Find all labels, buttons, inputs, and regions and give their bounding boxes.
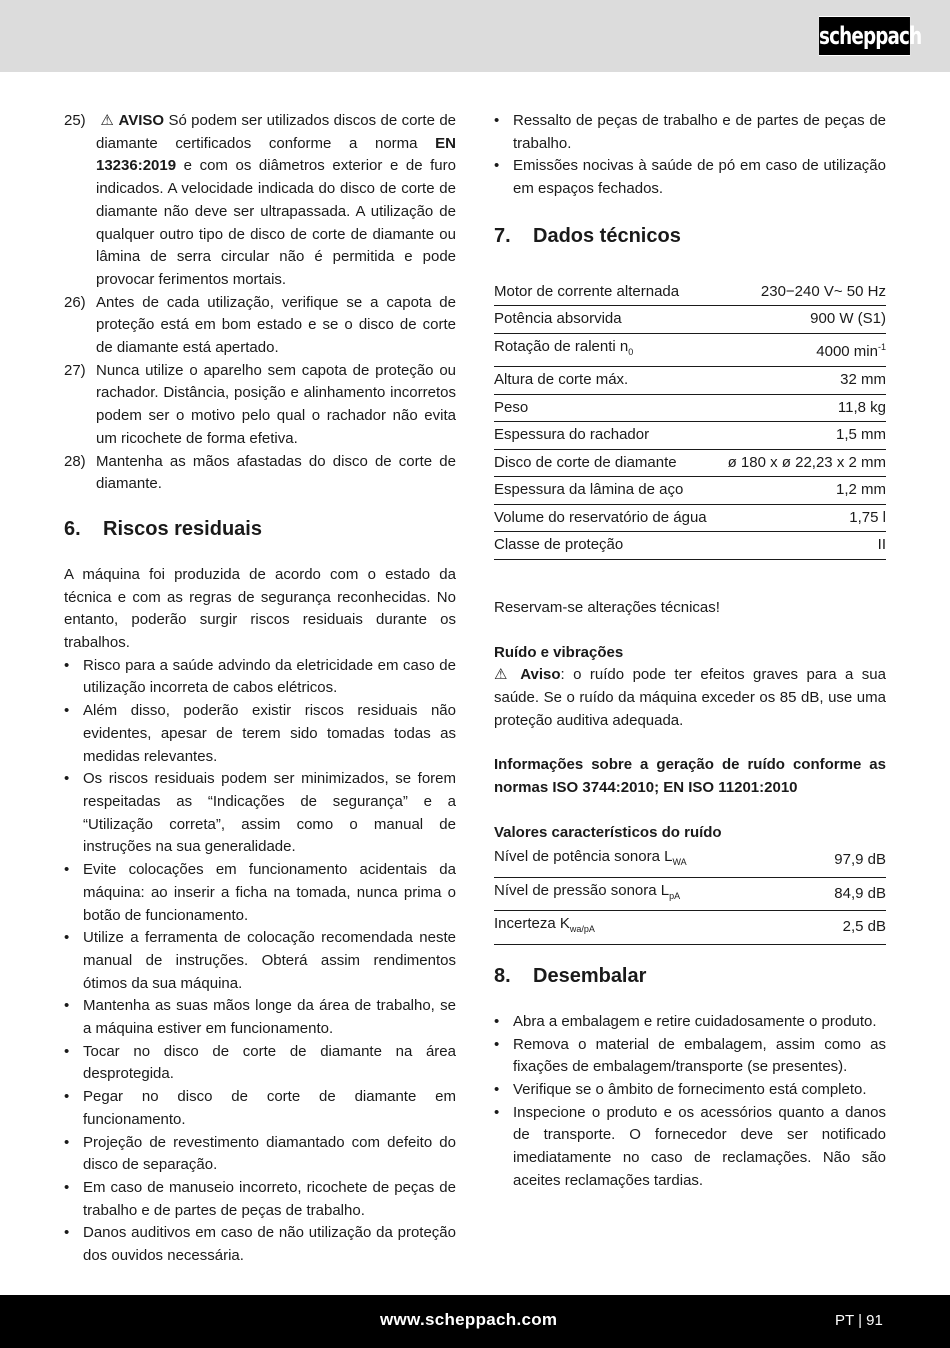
scheppach-logo: scheppach (818, 16, 911, 56)
page-number: PT | 91 (835, 1312, 883, 1329)
table-row: Disco de corte de diamante ø 180 x ø 22,23 x 2 mm (494, 449, 886, 477)
table-row: Nível de pressão sonora $L_{pA}$ 84,9 dB (494, 877, 886, 911)
intro-paragraph: A máquina foi produzida de acordo com o estado da técnica e com as regras de segurança reconhecidas. No entanto, poderão surgir riscos residuais durante os trabalhos. (64, 565, 456, 652)
table-row: Altura de corte máx. 32 mm (494, 367, 886, 395)
warning-icon: ⚠ (96, 112, 119, 129)
bullet-icon: • (64, 1133, 70, 1151)
table-row: Peso 11,8 kg (494, 394, 886, 422)
noise-title: Ruído e vibrações (494, 643, 624, 661)
bullet-icon: • (494, 112, 500, 129)
table-row: Rotação de ralenti $n_0$ 4000 $\min^{-1}$ (494, 333, 886, 367)
bullet-icon: • (64, 997, 70, 1015)
noise-table (494, 844, 886, 945)
section-heading: 6. Riscos residuais (64, 517, 262, 540)
residual-risk-list (64, 655, 456, 1268)
noise-warning: ⚠ Aviso: o ruído pode ter efeitos graves para a sua saúde. Se o ruído da máquina exceder os 85 dB, use uma proteção auditiva adequada. (494, 666, 886, 729)
table-row: Incerteza $K_{wa/pA}$ 2,5 dB (494, 911, 886, 945)
bullet-icon: • (64, 1224, 70, 1242)
bullet-item: • Remova o material de embalagem, assim como as fixações de embalagem/transporte (se presentes). (494, 1034, 886, 1079)
risk-list-continued (494, 110, 886, 201)
bullet-icon: • (64, 770, 70, 788)
bullet-item: • Projeção de revestimento diamantado com defeito do disco de separação. (64, 1132, 456, 1177)
right-column (494, 110, 886, 1193)
bullet-item: • Pegar no disco de corte de diamante em funcionamento. (64, 1086, 456, 1131)
bullet-icon: • (64, 656, 70, 674)
bullet-icon: • (494, 1081, 500, 1099)
list-item: 25) ⚠ AVISO Só podem ser utilizados discos de corte de diamante certificados conforme a norma EN 13236:2019 e com os diâmetros exterior e de furo indicados. A velocidade indicada do disco de corte de diamante não deve ser ultrapassada. A utilização de qualquer outro tipo de disco de corte de diamante ou lâmina de serra circular não é permitida e pode provocar ferimentos mortais. (64, 112, 456, 288)
changes-note: Reservam-se alterações técnicas! (494, 598, 720, 616)
bullet-icon: • (494, 1103, 500, 1121)
bullet-item: • Risco para a saúde advindo da eletricidade em caso de utilização incorreta de cabos elétricos. (64, 655, 456, 700)
bullet-icon: • (494, 1012, 500, 1030)
list-item: 26) Antes de cada utilização, verifique se a capota de proteção está em bom estado e se o disco de corte de diamante está apertado. (64, 293, 456, 357)
bullet-item: • Em caso de manuseio incorreto, ricochete de peças de trabalho e de partes de peças de trabalho. (64, 1177, 456, 1222)
spec-table (494, 279, 886, 560)
table-row: Volume do reservatório de água 1,75 l (494, 504, 886, 532)
bullet-icon: • (494, 157, 500, 175)
bullet-icon: • (64, 1042, 70, 1060)
noise-values-title: Valores característicos do ruído (494, 823, 722, 841)
bullet-item: • Danos auditivos em caso de não utilização da proteção dos ouvidos necessária. (64, 1222, 456, 1267)
table-row: Nível de potência sonora $L_{WA}$ 97,9 dB (494, 844, 886, 877)
bullet-icon: • (64, 861, 70, 879)
table-row: Classe de proteção II (494, 532, 886, 560)
table-row: Motor de corrente alternada 230−240 V~ 50 Hz (494, 279, 886, 306)
bullet-item: • Emissões nocivas à saúde de pó em caso de utilização em espaços fechados. (494, 155, 886, 200)
bullet-item: • Tocar no disco de corte de diamante na área desprotegida. (64, 1041, 456, 1086)
list-item: 27) Nunca utilize o aparelho sem capota de proteção ou rachador. Distância, posição e alinhamento incorretos podem ser o motivo pelo qual o rachador não evita um ricochete de forma efetiva. (64, 361, 456, 447)
bullet-icon: • (64, 1178, 70, 1196)
bullet-item: • Ressalto de peças de trabalho e de partes de peças de trabalho. (494, 110, 886, 155)
bullet-item: • Abra a embalagem e retire cuidadosamente o produto. (494, 1011, 886, 1034)
page-footer (0, 1295, 950, 1348)
bullet-item: • Inspecione o produto e os acessórios quanto a danos de transporte. O fornecedor deve ser notificado imediatamente no caso de reclamações. Não são aceites reclamações tardias. (494, 1102, 886, 1193)
bullet-item: • Além disso, poderão existir riscos residuais não evidentes, apesar de terem sido tomadas todas as medidas relevantes. (64, 700, 456, 768)
left-column (64, 110, 456, 1268)
list-item: 28) Mantenha as mãos afastadas do disco de corte de diamante. (64, 452, 456, 493)
bullet-item: • Utilize a ferramenta de colocação recomendada neste manual de instruções. Obterá assim rendimentos ótimos da sua máquina. (64, 927, 456, 995)
bullet-item: • Os riscos residuais podem ser minimizados, se forem respeitadas as “Indicações de segurança” e a “Utilização correta”, assim como o manual de instruções na sua generalidade. (64, 768, 456, 859)
noise-info: Informações sobre a geração de ruído conforme as normas ISO 3744:2010; EN ISO 11201:2010 (494, 756, 886, 797)
bullet-item: • Evite colocações em funcionamento acidentais da máquina: ao inserir a ficha na tomada, nunca prima o botão de funcionamento. (64, 859, 456, 927)
section-heading: 8. Desembalar (494, 964, 647, 987)
bullet-icon: • (64, 702, 70, 720)
bullet-icon: • (64, 929, 70, 947)
website-link: www.scheppach.com (380, 1310, 558, 1329)
warning-icon: ⚠ (494, 666, 521, 684)
bullet-item: • Mantenha as suas mãos longe da área de trabalho, se a máquina estiver em funcionamento. (64, 995, 456, 1040)
table-row: Espessura da lâmina de aço 1,2 mm (494, 477, 886, 505)
table-row: Potência absorvida 900 W (S1) (494, 306, 886, 334)
section-heading: 7. Dados técnicos (494, 224, 681, 247)
bullet-item: • Verifique se o âmbito de fornecimento está completo. (494, 1079, 886, 1102)
bullet-icon: • (64, 1088, 70, 1106)
page-header (0, 0, 950, 72)
table-row: Espessura do rachador 1,5 mm (494, 422, 886, 450)
unpack-list (494, 1011, 886, 1193)
bullet-icon: • (494, 1035, 500, 1053)
